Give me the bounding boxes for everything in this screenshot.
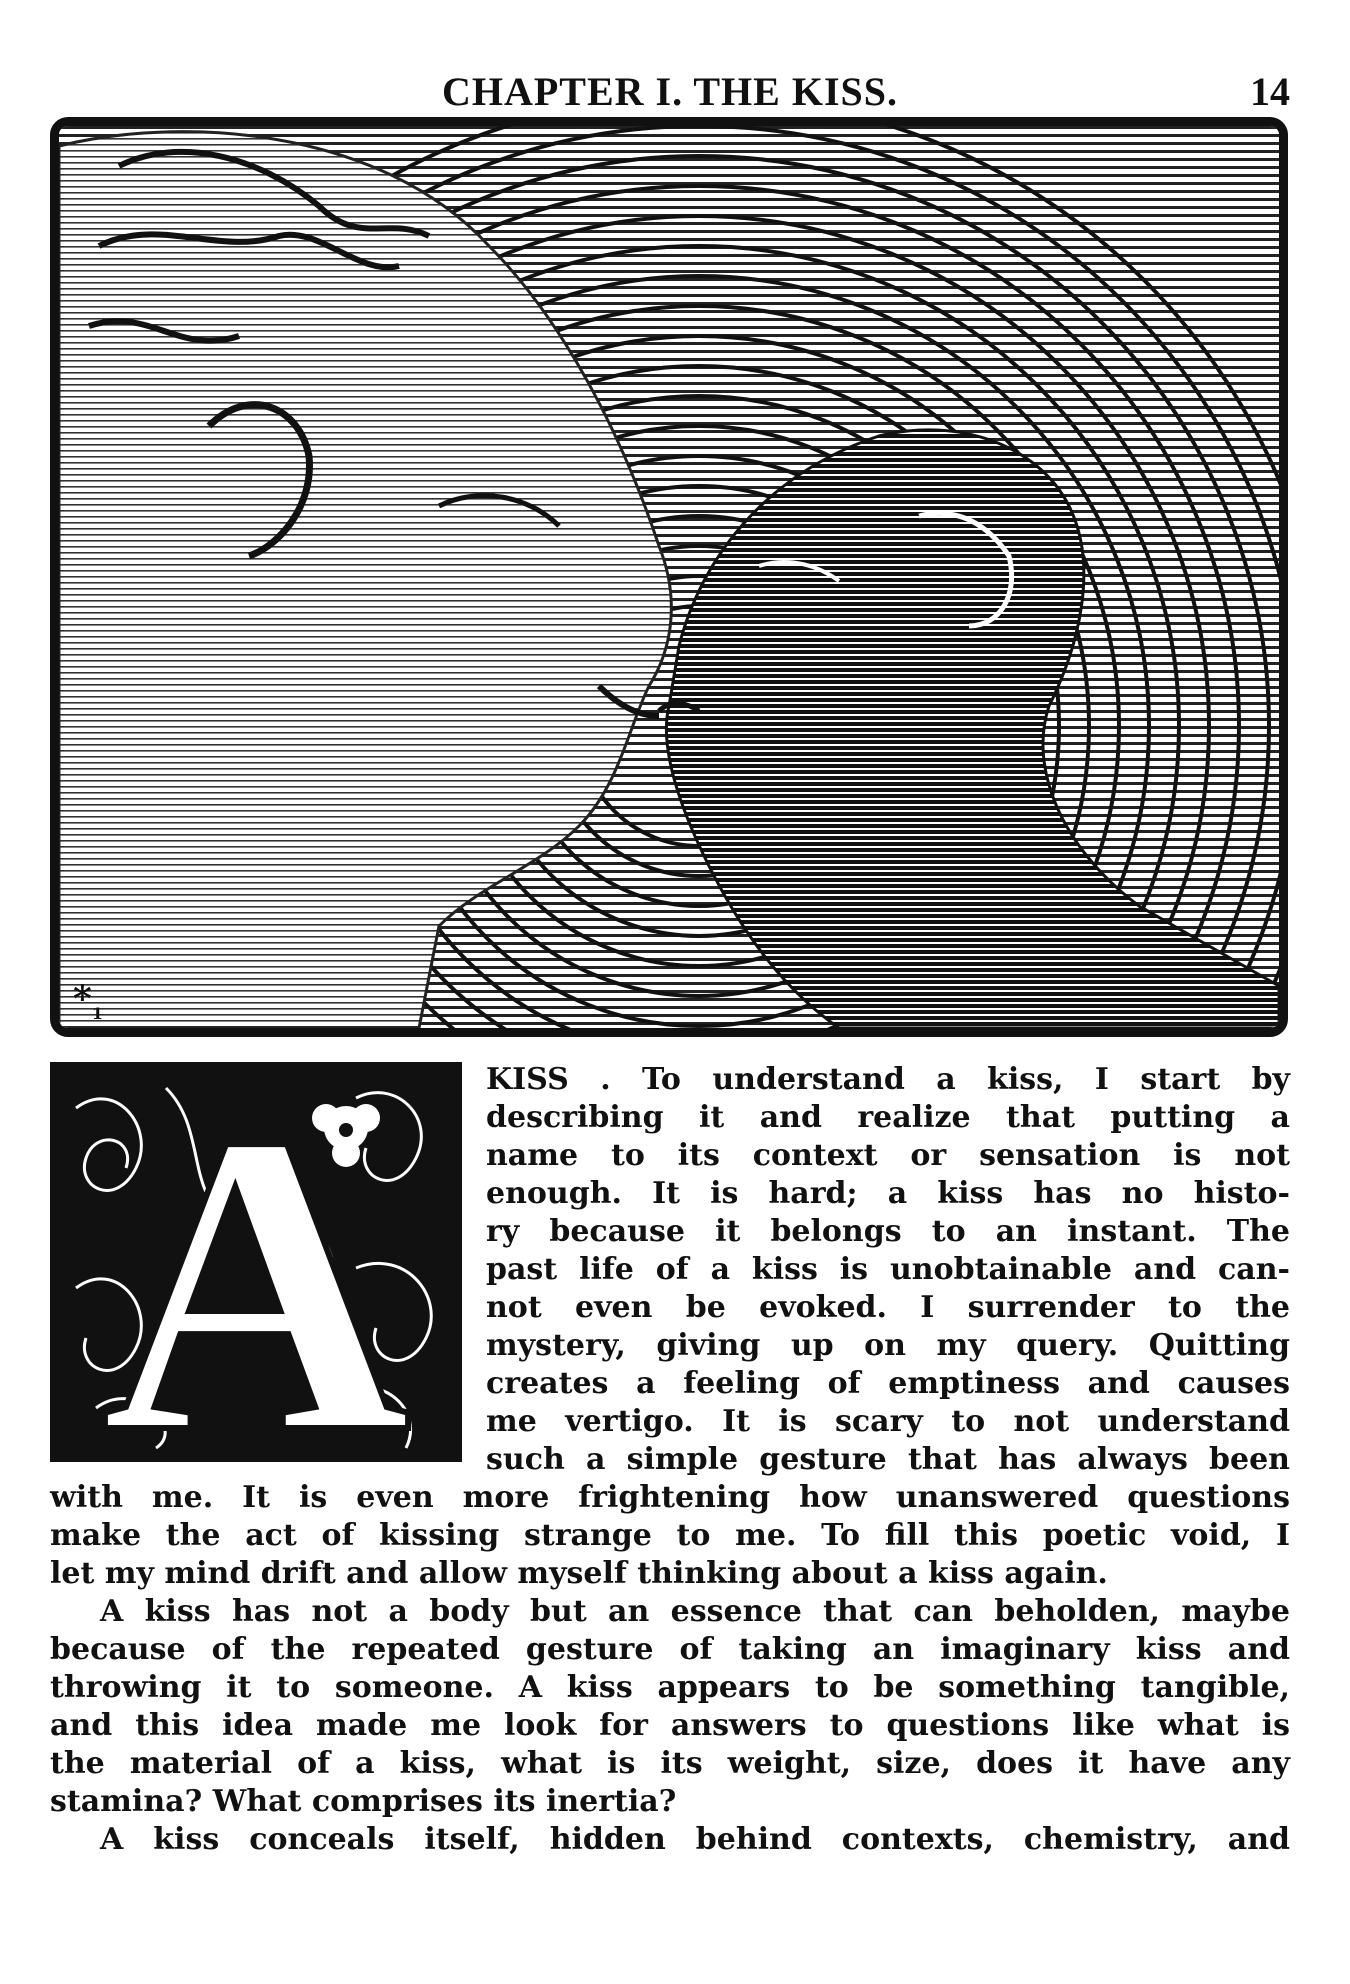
page-number: 14	[1250, 69, 1290, 114]
footnote-number: 1	[91, 1004, 103, 1023]
text-line: mystery, giving up on my query. Quitting	[486, 1328, 1290, 1363]
drop-cap-initial	[50, 1062, 462, 1462]
text-line: with me. It is even more frightening how unanswered questions	[50, 1480, 1290, 1515]
page-header	[50, 68, 1290, 118]
text-line: enough. It is hard; a kiss has no histo-	[486, 1176, 1290, 1211]
footnote-marker	[73, 977, 103, 1023]
text-line: A kiss has not a body but an essence that can beholden, maybe	[100, 1594, 1290, 1629]
text-line: describing it and realize that putting a	[486, 1100, 1290, 1135]
text-line: because of the repeated gesture of taking an imaginary kiss and	[50, 1632, 1290, 1667]
text-line: ry because it belongs to an instant. The	[486, 1214, 1290, 1249]
text-line: not even be evoked. I surrender to the	[486, 1290, 1290, 1325]
text-line: such a simple gesture that has always been	[486, 1442, 1290, 1477]
engraving-artwork	[59, 126, 1279, 1028]
text-line: the material of a kiss, what is its weight, size, does it have any	[50, 1746, 1290, 1781]
text-line: and this idea made me look for answers to questions like what is	[50, 1708, 1290, 1743]
text-line: name to its context or sensation is not	[486, 1138, 1290, 1173]
ornamental-letter-a	[56, 1068, 456, 1456]
text-line: stamina? What comprises its inertia?	[50, 1784, 677, 1819]
text-line: throwing it to someone. A kiss appears to be something tangible,	[50, 1670, 1290, 1705]
text-line: me vertigo. It is scary to not understand	[486, 1404, 1290, 1439]
chapter-title: CHAPTER I. THE KISS.	[441, 69, 899, 114]
text-line: let my mind drift and allow myself thinking about a kiss again.	[50, 1556, 1108, 1591]
drop-cap-letter: A	[100, 1068, 412, 1456]
text-line: A kiss conceals itself, hidden behind contexts, chemistry, and	[100, 1822, 1290, 1857]
text-line: creates a feeling of emptiness and causes	[486, 1366, 1290, 1401]
text-line: make the act of kissing strange to me. To fill this poetic void, I	[50, 1518, 1290, 1553]
footnote-asterisk: *	[73, 977, 92, 1020]
text-line: KISS . To understand a kiss, I start by	[486, 1062, 1290, 1097]
text-line: past life of a kiss is unobtainable and can-	[486, 1252, 1290, 1287]
kiss-engraving-illustration	[50, 117, 1288, 1037]
